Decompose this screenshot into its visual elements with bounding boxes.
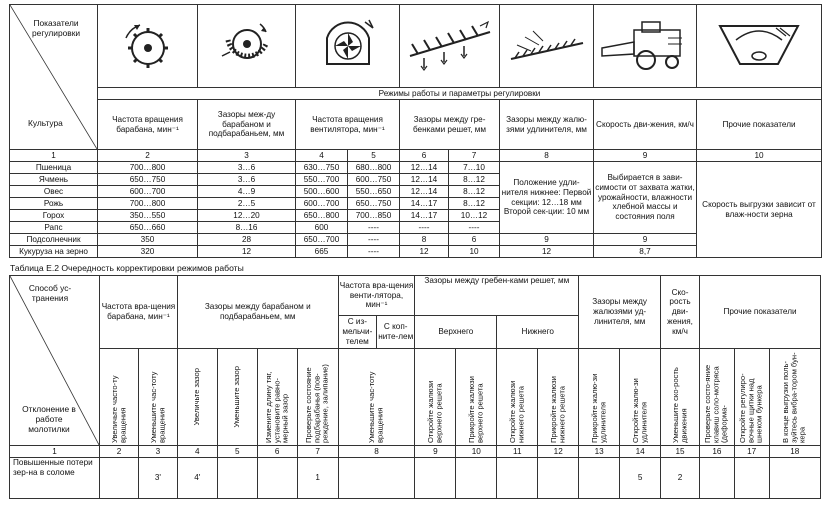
- cell: 8…12: [449, 186, 500, 198]
- cell: 10: [449, 246, 500, 258]
- cell: 2…5: [198, 198, 296, 210]
- cell: 8…12: [449, 174, 500, 186]
- action-cell: Прикройте жалюзи нижнего решета: [538, 349, 579, 446]
- t2-col-number: 15: [661, 446, 700, 458]
- t2-col-number: 10: [456, 446, 497, 458]
- t2-header-sieve-lower: Нижнего: [497, 316, 579, 349]
- action-cell: Уменьшите час-тоту вращения: [138, 349, 177, 446]
- t2-col-number: 18: [769, 446, 820, 458]
- drum-rotation-icon: [118, 20, 178, 72]
- cell: 630…750: [296, 162, 348, 174]
- t2-col-number: 13: [579, 446, 620, 458]
- cell: [338, 458, 415, 499]
- t1-header-drum-gap: Зазоры меж-ду барабаном и подбарабаньем, мм: [198, 100, 296, 150]
- action-cell: В конце выгрузки поль-зуйтесь вибра-тором бун-кера: [769, 349, 820, 446]
- t1-header-fan-speed: Частота вращения вентилятора, мин⁻¹: [296, 100, 400, 150]
- sieve-icon: [404, 16, 496, 76]
- t2-col-number: 16: [699, 446, 734, 458]
- table2-corner-cell: [10, 276, 100, 446]
- louver-picture: [500, 5, 594, 88]
- cell: [734, 458, 769, 499]
- cell: 8…12: [449, 198, 500, 210]
- action-cell: Уменьшите ско-рость движения: [661, 349, 700, 446]
- action-cell: Увеличьте часто-ту вращения: [100, 349, 139, 446]
- t2-col-number: 12: [538, 446, 579, 458]
- cell: [217, 458, 257, 499]
- action-cell: Прикройте жалюзи верхнего решета: [456, 349, 497, 446]
- louver-icon: [507, 21, 587, 71]
- cell: 4…9: [198, 186, 296, 198]
- cell: 5: [620, 458, 661, 499]
- t2-col-number: 2: [100, 446, 139, 458]
- t2-col-number: 4: [177, 446, 217, 458]
- correction-order-table: [9, 275, 821, 499]
- drum-gap-picture: [198, 5, 296, 88]
- cell: ----: [400, 222, 449, 234]
- t2-fan-sub-b: С коп-ните-лем: [378, 322, 414, 341]
- cell: [769, 458, 820, 499]
- cell: 28: [198, 234, 296, 246]
- t2-col-number: 11: [497, 446, 538, 458]
- table2-corner-bottom: Отклонение в работе молотилки: [22, 404, 76, 435]
- crop-name: Пшеница: [10, 162, 98, 174]
- cell: 2: [661, 458, 700, 499]
- cell: 600…750: [348, 174, 400, 186]
- cell: 6: [449, 234, 500, 246]
- t1-col-number: 7: [449, 150, 500, 162]
- combine-picture: [594, 5, 697, 88]
- t1-col-number: 5: [348, 150, 400, 162]
- cell: 10…12: [449, 210, 500, 222]
- t2-col-number: 1: [10, 446, 100, 458]
- cell: 650…700: [296, 234, 348, 246]
- cell: 12…14: [400, 162, 449, 174]
- deviation-label: Повышенные потери зер-на в соломе: [10, 458, 100, 499]
- sieve-picture: [400, 5, 500, 88]
- action-cell: Проверьте состо-яние клавиш соло-мотряса (деформа-: [699, 349, 734, 446]
- cell: [579, 458, 620, 499]
- t2-row: [10, 458, 821, 499]
- cell: ----: [348, 246, 400, 258]
- cell: 9: [500, 234, 594, 246]
- action-cell: Прикройте жалю-зи удлинителя: [579, 349, 620, 446]
- cell: [257, 458, 297, 499]
- cell: [538, 458, 579, 499]
- crop-name: Подсолнечник: [10, 234, 98, 246]
- t2-col-number: 14: [620, 446, 661, 458]
- t2-col-numbers-row: [10, 446, 821, 458]
- table2-caption: Таблица Е.2 Очередность корректировки режимов работы: [10, 263, 244, 273]
- cell: 3': [138, 458, 177, 499]
- action-cell: Измените длину тяг, установите равно-мерный зазор: [257, 349, 297, 446]
- cell: 550…650: [348, 186, 400, 198]
- t1-col-number: 1: [10, 150, 98, 162]
- cell: 12…20: [198, 210, 296, 222]
- t2-col-number: 17: [734, 446, 769, 458]
- action-cell: Откройте жалю-зи удлинителя: [620, 349, 661, 446]
- combine-harvester-icon: [598, 16, 692, 76]
- action-cell: Проверьте состояние подбарабанья (пов-реждение, залипание): [297, 349, 338, 446]
- crop-name: Кукуруза на зерно: [10, 246, 98, 258]
- cell: 12: [500, 246, 594, 258]
- cell: 12: [400, 246, 449, 258]
- t1-col-number: 4: [296, 150, 348, 162]
- cell: 700…800: [98, 162, 198, 174]
- t2-header-louver-gap: Зазоры между жалюзями уд-линителя, мм: [579, 276, 661, 349]
- cell: ----: [348, 234, 400, 246]
- cell: 9: [594, 234, 697, 246]
- t2-header-drum-gap: Зазоры между барабаном и подбарабаньем, мм: [177, 276, 338, 349]
- t1-col-number: 9: [594, 150, 697, 162]
- cell: 650…750: [98, 174, 198, 186]
- cell: 8…16: [198, 222, 296, 234]
- t2-col-number: 9: [415, 446, 456, 458]
- cell: 14…17: [400, 210, 449, 222]
- cell: [497, 458, 538, 499]
- regulation-table: [9, 4, 822, 258]
- cell: 12…14: [400, 174, 449, 186]
- cell: 665: [296, 246, 348, 258]
- action-cell: Откройте регулиро-вочные щитки над шнеком бункера: [734, 349, 769, 446]
- cell: 600…700: [296, 198, 348, 210]
- t2-header-sieve-upper: Верхнего: [415, 316, 497, 349]
- cell: 3…6: [198, 174, 296, 186]
- crop-name: Рапс: [10, 222, 98, 234]
- cell: 680…800: [348, 162, 400, 174]
- cell: 4': [177, 458, 217, 499]
- t2-fan-sub-a: С из-мельчи-телем: [339, 316, 377, 348]
- t1-col-number: 8: [500, 150, 594, 162]
- t2-header-fan-speed: Частота вра-щения венти-лятора, мин⁻¹: [338, 276, 415, 316]
- cell: 12…14: [400, 186, 449, 198]
- table1-corner-cell: [10, 5, 98, 150]
- t1-header-drum-speed: Частота вращения барабана, мин⁻¹: [98, 100, 198, 150]
- t1-col-number: 10: [697, 150, 822, 162]
- action-cell: Откройте жалюзи верхнего решета: [415, 349, 456, 446]
- t1-header-louver-gap: Зазоры между жалю-зями удлинителя, мм: [500, 100, 594, 150]
- fan-picture: [296, 5, 400, 88]
- t2-header-sieve-gap: Зазоры между гребен-ками решет, мм: [415, 276, 579, 316]
- cell: 600: [296, 222, 348, 234]
- fan-icon: [313, 16, 383, 76]
- cell: 14…17: [400, 198, 449, 210]
- cell: ----: [449, 222, 500, 234]
- cell: 650…660: [98, 222, 198, 234]
- action-cell: Уменьшите зазор: [217, 349, 257, 446]
- cell: 350…550: [98, 210, 198, 222]
- t1-col-number: 6: [400, 150, 449, 162]
- cell: [699, 458, 734, 499]
- t1-col-number: 3: [198, 150, 296, 162]
- cell: 320: [98, 246, 198, 258]
- grain-hopper-icon: [716, 18, 802, 74]
- t2-col-number: 8: [338, 446, 415, 458]
- other-note: Скорость выгрузки зависит от влаж-ности зерна: [697, 162, 822, 258]
- action-cell: Откройте жалюзи нижнего решета: [497, 349, 538, 446]
- t1-header-other: Прочие показатели: [697, 100, 822, 150]
- t2-col-number: 7: [297, 446, 338, 458]
- t2-header-other: Прочие показатели: [699, 276, 820, 349]
- crop-name: Овес: [10, 186, 98, 198]
- concave-gap-icon: [216, 18, 278, 74]
- cell: 700…850: [348, 210, 400, 222]
- speed-note: Выбирается в зави-симости от захвата жатки, урожайности, влажности хлебной массы и состояния поля: [594, 162, 697, 234]
- cell: 650…750: [348, 198, 400, 210]
- cell: 12: [198, 246, 296, 258]
- cell: [100, 458, 139, 499]
- t1-col-numbers-row: [10, 150, 822, 162]
- table1-corner-top: Показатели регулировки: [32, 18, 81, 38]
- drum-speed-picture: [98, 5, 198, 88]
- t1-header-speed: Скорость дви-жения, км/ч: [594, 100, 697, 150]
- cell: 700…800: [98, 198, 198, 210]
- t2-header-drum-speed: Частота вра-щения барабана, мин⁻¹: [100, 276, 178, 349]
- cell: 8: [400, 234, 449, 246]
- cell: [415, 458, 456, 499]
- t1-row: [10, 162, 822, 174]
- cell: 550…700: [296, 174, 348, 186]
- crop-name: Рожь: [10, 198, 98, 210]
- t1-header-sieve-gap: Зазоры между гре-бенками решет, мм: [400, 100, 500, 150]
- louver-note: Положение удли-нителя нижнее: Первой секции: 12…18 мм Второй сек-ции: 10 мм: [500, 162, 594, 234]
- cell: 8,7: [594, 246, 697, 258]
- cell: 7…10: [449, 162, 500, 174]
- crop-name: Горох: [10, 210, 98, 222]
- cell: 650…800: [296, 210, 348, 222]
- table1-group-header: Режимы работы и параметры регулировки: [98, 88, 822, 100]
- table1-corner-bottom: Культура: [28, 118, 63, 129]
- cell: ----: [348, 222, 400, 234]
- action-cell: Увеличьте зазор: [177, 349, 217, 446]
- t2-col-number: 5: [217, 446, 257, 458]
- t2-header-speed: Ско-рость дви-жения, км/ч: [661, 276, 700, 349]
- hopper-picture: [697, 5, 822, 88]
- cell: 1: [297, 458, 338, 499]
- cell: 600…700: [98, 186, 198, 198]
- cell: 3…6: [198, 162, 296, 174]
- action-cell: Уменьшите час-тоту вращения: [338, 349, 415, 446]
- crop-name: Ячмень: [10, 174, 98, 186]
- table2-corner-top: Способ ус-транения: [28, 283, 72, 303]
- cell: [456, 458, 497, 499]
- t2-col-number: 3: [138, 446, 177, 458]
- cell: 500…600: [296, 186, 348, 198]
- cell: 350: [98, 234, 198, 246]
- t2-col-number: 6: [257, 446, 297, 458]
- t1-col-number: 2: [98, 150, 198, 162]
- t2-actions-row: [10, 349, 821, 446]
